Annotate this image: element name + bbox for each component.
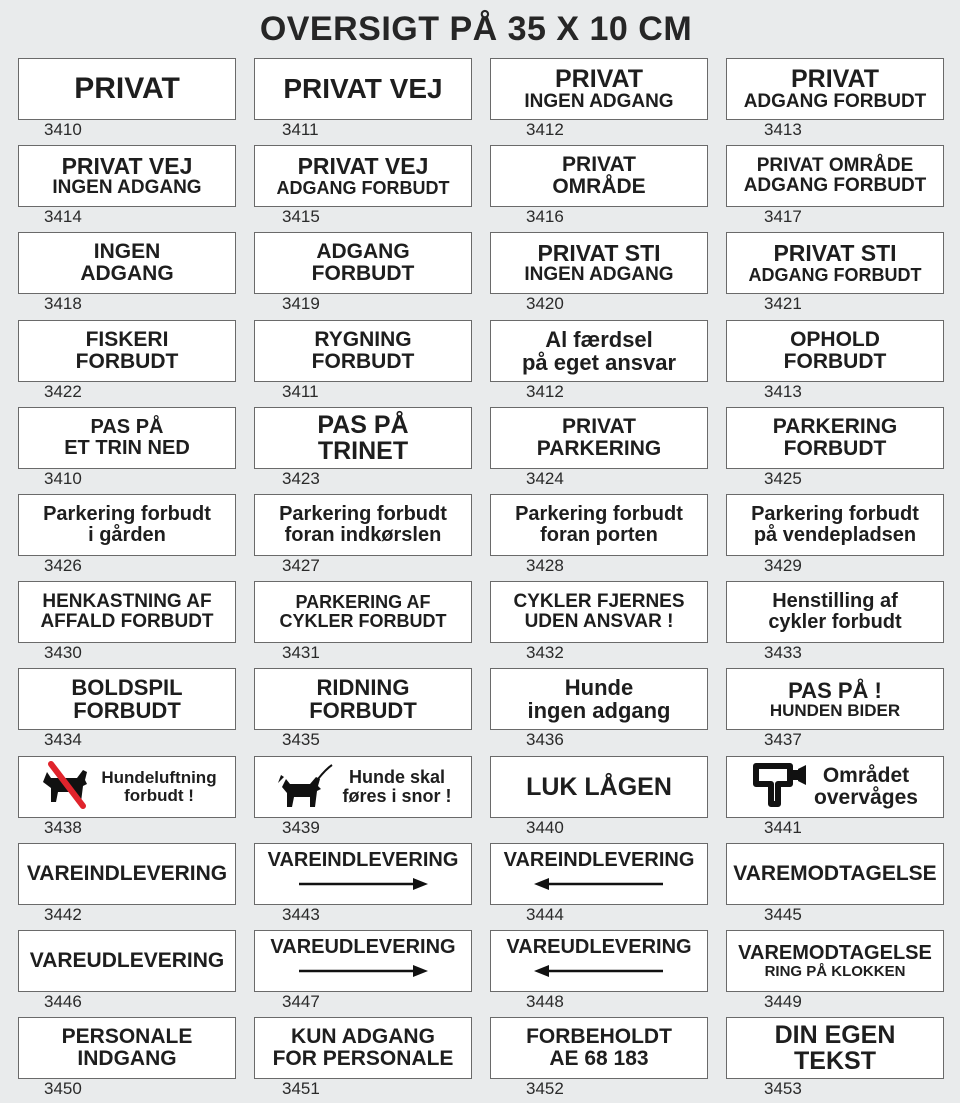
sign-item	[490, 1017, 708, 1101]
sign-text-line: OPHOLD	[790, 327, 880, 351]
sign-text	[775, 1022, 896, 1075]
sign-text	[43, 504, 211, 546]
sign-panel[interactable]	[726, 1017, 944, 1079]
sign-item	[18, 843, 236, 927]
sign-text-line: på vendepladsen	[753, 524, 917, 546]
product-number: 3440	[526, 818, 564, 837]
sign-text-line: AE 68 183	[549, 1047, 649, 1070]
sign-text	[526, 774, 672, 800]
sign-panel[interactable]	[254, 58, 472, 120]
sign-text-line: FOR PERSONALE	[272, 1047, 454, 1070]
product-number: 3424	[526, 469, 564, 488]
sign-text	[506, 937, 691, 978]
sign-text-line: Hunde	[564, 674, 634, 700]
sign-text-line: Hundeluftning	[101, 768, 217, 788]
sign-item	[726, 843, 944, 927]
sign-text-line: FORBUDT	[311, 262, 415, 285]
product-number: 3410	[44, 120, 82, 139]
product-number: 3416	[526, 207, 564, 226]
sign-text-line: PERSONALE	[61, 1024, 193, 1048]
sign-text-line: PRIVAT OMRÅDE	[756, 155, 914, 177]
sign-item	[18, 407, 236, 491]
sign-item	[490, 668, 708, 752]
sign-text	[342, 768, 451, 806]
sign-text-line: på eget ansvar	[521, 350, 677, 375]
product-number: 3428	[526, 556, 564, 575]
sign-text	[64, 417, 190, 459]
sign-item	[726, 930, 944, 1014]
sign-text-line: FORBUDT	[309, 698, 417, 723]
sign-text-line: Parkering forbudt	[43, 503, 211, 525]
sign-item	[490, 756, 708, 840]
product-number: 3412	[526, 120, 564, 139]
sign-panel[interactable]	[254, 1017, 472, 1079]
sign-text-line: ADGANG FORBUDT	[743, 175, 927, 196]
product-number: 3429	[764, 556, 802, 575]
sign-text-line: PRIVAT VEJ	[297, 153, 429, 180]
sign-panel[interactable]	[254, 668, 472, 730]
sign-panel[interactable]	[18, 843, 236, 905]
sign-text-line: HUNDEN BIDER	[769, 700, 901, 720]
sign-text-line: FISKERI	[85, 327, 169, 351]
sign-item	[254, 668, 472, 752]
sign-item	[254, 320, 472, 404]
sign-text	[537, 416, 661, 460]
sign-panel[interactable]	[254, 407, 472, 469]
sign-text-line: KUN ADGANG	[291, 1024, 435, 1048]
sign-text-line: FORBUDT	[783, 437, 887, 460]
product-number: 3444	[526, 905, 564, 924]
sign-text-line: VAREUDLEVERING	[270, 936, 456, 958]
sign-text	[52, 154, 201, 198]
sign-text-line: INGEN ADGANG	[52, 177, 202, 199]
sign-panel[interactable]	[254, 581, 472, 643]
sign-item	[726, 232, 944, 316]
product-number: 3437	[764, 730, 802, 749]
arrow-right-icon	[297, 877, 429, 891]
product-number: 3427	[282, 556, 320, 575]
sign-text-line: Al færdsel	[545, 326, 653, 352]
sign-panel[interactable]	[18, 1017, 236, 1079]
sign-text-line: FORBUDT	[73, 698, 181, 723]
product-number: 3423	[282, 469, 320, 488]
sign-text-line: PARKERING	[536, 437, 662, 460]
sign-text-line: PRIVAT	[555, 64, 643, 93]
sign-item	[726, 756, 944, 840]
sign-text-line: PRIVAT STI	[773, 240, 897, 267]
sign-item	[18, 320, 236, 404]
sign-item	[18, 232, 236, 316]
sign-text-line: Hunde skal	[348, 767, 446, 788]
sign-text-line: FORBUDT	[75, 350, 179, 373]
sign-text-line: AFFALD FORBUDT	[40, 611, 214, 632]
sign-item	[726, 407, 944, 491]
sign-text-line: PAS PÅ	[317, 410, 409, 439]
sign-text-line: INGEN	[93, 239, 161, 263]
sign-text-line: PAS PÅ	[90, 416, 164, 438]
sign-text	[552, 154, 645, 198]
sign-text-line: ET TRIN NED	[64, 437, 190, 459]
sign-text	[733, 863, 936, 885]
product-number: 3419	[282, 294, 320, 313]
sign-text-line: Parkering forbudt	[279, 503, 447, 525]
sign-text-line: ADGANG FORBUDT	[748, 264, 922, 285]
sign-item	[490, 930, 708, 1014]
sign-text-line: Parkering forbudt	[515, 503, 683, 525]
product-number: 3411	[282, 120, 319, 139]
sign-text	[101, 769, 216, 805]
sign-item	[254, 407, 472, 491]
sign-panel[interactable]	[726, 930, 944, 992]
sign-text	[524, 66, 673, 112]
product-number: 3413	[764, 382, 802, 401]
sign-text-line: VAREMODTAGELSE	[738, 941, 932, 964]
sign-text-line: CYKLER FJERNES	[513, 591, 685, 613]
sign-item	[18, 145, 236, 229]
sign-text-line: ADGANG	[316, 239, 410, 263]
sign-item	[254, 930, 472, 1014]
sign-text-line: VAREUDLEVERING	[29, 948, 225, 972]
sign-text-line: FORBEHOLDT	[526, 1024, 672, 1048]
sign-panel[interactable]	[18, 581, 236, 643]
sign-panel[interactable]	[490, 930, 708, 992]
sign-text-line: ADGANG FORBUDT	[743, 91, 927, 113]
sign-text	[270, 937, 455, 978]
sign-panel[interactable]	[254, 320, 472, 382]
page-title: OVERSIGT PÅ 35 X 10 CM	[259, 10, 693, 48]
product-number: 3433	[764, 643, 802, 662]
sign-text-line: Området	[822, 763, 910, 787]
sign-text	[312, 241, 415, 285]
sign-text-line: VAREINDLEVERING	[503, 849, 695, 871]
sign-item	[490, 145, 708, 229]
sign-text	[27, 863, 227, 885]
no-dog-icon	[37, 760, 95, 815]
sign-panel[interactable]	[18, 232, 236, 294]
sign-text-line: foran porten	[540, 524, 658, 546]
product-number: 3453	[764, 1079, 802, 1098]
sign-panel[interactable]	[490, 1017, 708, 1079]
sign-text-line: RYGNING	[314, 327, 412, 351]
sign-text	[76, 329, 179, 373]
product-number: 3420	[526, 294, 564, 313]
sign-text	[784, 329, 887, 373]
sign-item	[726, 58, 944, 142]
sign-text-line: føres i snor !	[342, 786, 452, 806]
sign-text	[749, 241, 922, 284]
sign-text-line: PRIVAT	[74, 72, 180, 106]
sign-text	[309, 676, 417, 722]
sign-panel[interactable]	[254, 232, 472, 294]
sign-panel[interactable]	[490, 843, 708, 905]
sign-text-line: cykler forbudt	[768, 611, 902, 633]
sign-panel[interactable]	[726, 232, 944, 294]
sign-text	[744, 156, 927, 196]
sign-text-line: RING PÅ KLOKKEN	[764, 962, 906, 980]
sign-text	[40, 592, 213, 632]
sign-text	[768, 591, 901, 633]
sign-item	[726, 668, 944, 752]
product-number: 3434	[44, 730, 82, 749]
sign-text-line: foran indkørslen	[284, 524, 442, 546]
product-number: 3422	[44, 382, 82, 401]
sign-text	[277, 154, 450, 197]
product-number: 3430	[44, 643, 82, 662]
sign-text-line: UDEN ANSVAR !	[524, 611, 674, 632]
sign-panel[interactable]	[726, 494, 944, 556]
sign-panel[interactable]	[18, 145, 236, 207]
sign-item	[490, 407, 708, 491]
product-number: 3411	[282, 382, 319, 401]
sign-item	[254, 232, 472, 316]
sign-text-line: VAREINDLEVERING	[26, 861, 228, 885]
sign-panel[interactable]	[18, 668, 236, 730]
sign-text-line: PRIVAT	[791, 64, 879, 93]
product-number: 3425	[764, 469, 802, 488]
sign-item	[726, 320, 944, 404]
sign-text-line: forbudt !	[124, 786, 194, 805]
sign-text-line: ingen adgang	[527, 698, 671, 723]
sign-text	[513, 592, 684, 632]
sign-text	[504, 850, 695, 891]
sign-text	[522, 328, 676, 374]
sign-text-line: HENKASTNING AF	[42, 591, 212, 613]
sign-text	[814, 765, 918, 809]
product-number: 3412	[526, 382, 564, 401]
sign-panel[interactable]	[490, 145, 708, 207]
sign-item	[18, 668, 236, 752]
sign-panel[interactable]	[490, 494, 708, 556]
sign-text	[770, 679, 900, 720]
sign-text-line: PARKERING	[772, 414, 898, 438]
sign-item	[490, 232, 708, 316]
sign-panel[interactable]	[18, 756, 236, 818]
sign-text-line: Parkering forbudt	[751, 503, 919, 525]
product-number: 3413	[764, 120, 802, 139]
sign-text-line: FORBUDT	[783, 350, 887, 373]
sign-text	[524, 241, 673, 285]
sign-text	[528, 676, 671, 722]
sign-text-line: PRIVAT STI	[537, 239, 661, 266]
product-number: 3439	[282, 818, 320, 837]
sign-text-line: i gården	[88, 524, 166, 546]
product-number: 3446	[44, 992, 82, 1011]
sign-panel[interactable]	[18, 58, 236, 120]
product-number: 3426	[44, 556, 82, 575]
sign-text-line: PRIVAT	[562, 414, 636, 438]
sign-panel[interactable]	[18, 407, 236, 469]
sign-text-line: TEKST	[794, 1047, 876, 1075]
sign-panel[interactable]	[726, 843, 944, 905]
sign-text-line: VAREMODTAGELSE	[733, 861, 937, 885]
sign-item	[254, 58, 472, 142]
product-number: 3418	[44, 294, 82, 313]
sign-text-line: DIN EGEN	[774, 1020, 896, 1049]
product-number: 3450	[44, 1079, 82, 1098]
sign-item	[254, 145, 472, 229]
product-number: 3445	[764, 905, 802, 924]
sign-text-line: VAREUDLEVERING	[506, 936, 692, 958]
sign-item	[490, 843, 708, 927]
sign-text-line: LUK LÅGEN	[526, 772, 672, 801]
sign-text	[738, 943, 932, 980]
sign-item	[490, 58, 708, 142]
product-number: 3410	[44, 469, 82, 488]
sign-item	[18, 756, 236, 840]
sign-panel[interactable]	[490, 232, 708, 294]
sign-text-line: CYKLER FORBUDT	[279, 611, 447, 631]
sign-text-line: PRIVAT	[562, 152, 636, 176]
sign-text	[80, 241, 173, 285]
sign-item	[18, 930, 236, 1014]
sign-text-line: BOLDSPIL	[71, 674, 183, 700]
product-number: 3421	[764, 294, 802, 313]
sign-item	[254, 494, 472, 578]
sign-panel[interactable]	[726, 145, 944, 207]
product-number: 3417	[764, 207, 802, 226]
sign-text-line: FORBUDT	[311, 350, 415, 373]
sign-item	[254, 1017, 472, 1101]
sign-panel[interactable]	[490, 407, 708, 469]
sign-text-line: INGEN ADGANG	[524, 91, 674, 113]
sign-item	[490, 581, 708, 665]
sign-panel[interactable]	[490, 668, 708, 730]
sign-panel[interactable]	[726, 320, 944, 382]
arrow-right-icon	[297, 964, 429, 978]
product-number: 3442	[44, 905, 82, 924]
product-number: 3415	[282, 207, 320, 226]
arrow-left-icon	[533, 877, 665, 891]
dog-on-leash-icon	[274, 759, 336, 816]
sign-panel[interactable]	[726, 756, 944, 818]
sign-text-line: PAS PÅ !	[788, 677, 882, 703]
sign-panel[interactable]	[254, 930, 472, 992]
sign-text	[751, 504, 919, 546]
sign-text	[279, 504, 447, 546]
sign-text	[744, 66, 927, 112]
product-number: 3436	[526, 730, 564, 749]
sign-panel[interactable]	[490, 320, 708, 382]
product-number: 3435	[282, 730, 320, 749]
sign-text-line: PARKERING AF	[295, 592, 431, 613]
surveillance-camera-icon	[752, 760, 808, 815]
sign-text-line: INGEN ADGANG	[524, 264, 674, 286]
sign-item	[18, 58, 236, 142]
sign-item	[18, 581, 236, 665]
sign-text-line: RIDNING	[316, 674, 410, 700]
product-number: 3449	[764, 992, 802, 1011]
sign-text	[71, 676, 182, 722]
sign-item	[726, 1017, 944, 1101]
sign-panel[interactable]	[254, 756, 472, 818]
sign-text	[280, 593, 447, 631]
sign-panel[interactable]	[254, 494, 472, 556]
sign-text-line: overvåges	[814, 786, 918, 809]
product-number: 3414	[44, 207, 82, 226]
sign-text	[317, 412, 408, 465]
sign-panel[interactable]	[254, 145, 472, 207]
sign-text	[273, 1026, 454, 1070]
sign-panel[interactable]	[726, 58, 944, 120]
sign-text	[74, 73, 180, 105]
sign-item	[254, 581, 472, 665]
sign-text	[773, 416, 897, 460]
sign-item	[726, 581, 944, 665]
sign-text-line: ADGANG FORBUDT	[276, 177, 450, 198]
sign-panel[interactable]	[726, 668, 944, 730]
product-number: 3448	[526, 992, 564, 1011]
sign-panel[interactable]	[490, 58, 708, 120]
sign-text-line: VAREINDLEVERING	[267, 849, 459, 871]
sign-text-line: PRIVAT VEJ	[61, 152, 193, 179]
sign-panel[interactable]	[18, 930, 236, 992]
product-number: 3432	[526, 643, 564, 662]
sign-item	[726, 494, 944, 578]
sign-panel[interactable]	[18, 494, 236, 556]
sign-panel[interactable]	[18, 320, 236, 382]
product-number: 3443	[282, 905, 320, 924]
product-number: 3451	[282, 1079, 320, 1098]
sign-text	[268, 850, 459, 891]
product-number: 3452	[526, 1079, 564, 1098]
sign-item	[254, 756, 472, 840]
arrow-left-icon	[533, 964, 665, 978]
sign-panel[interactable]	[490, 581, 708, 643]
sign-text-line: TRINET	[317, 437, 409, 465]
sign-panel[interactable]	[726, 407, 944, 469]
product-number: 3447	[282, 992, 320, 1011]
sign-item	[18, 494, 236, 578]
sign-panel[interactable]	[254, 843, 472, 905]
sign-text	[62, 1026, 193, 1070]
product-number: 3438	[44, 818, 82, 837]
sign-item	[490, 494, 708, 578]
sign-text	[283, 74, 442, 103]
product-number: 3431	[282, 643, 320, 662]
sign-text-line: ADGANG	[80, 262, 174, 285]
sign-text	[515, 504, 683, 546]
sign-text	[312, 329, 415, 373]
sign-item	[254, 843, 472, 927]
sign-text-line: PRIVAT VEJ	[283, 73, 443, 105]
sign-panel[interactable]	[726, 581, 944, 643]
sign-text-line: Henstilling af	[772, 590, 898, 612]
sign-text-line: OMRÅDE	[552, 175, 646, 198]
sign-panel[interactable]	[490, 756, 708, 818]
product-number: 3441	[764, 818, 802, 837]
sign-text-line: INDGANG	[77, 1047, 177, 1070]
sign-text	[30, 950, 224, 972]
sign-item	[490, 320, 708, 404]
sign-item	[18, 1017, 236, 1101]
sign-item	[726, 145, 944, 229]
sign-text	[526, 1026, 672, 1070]
